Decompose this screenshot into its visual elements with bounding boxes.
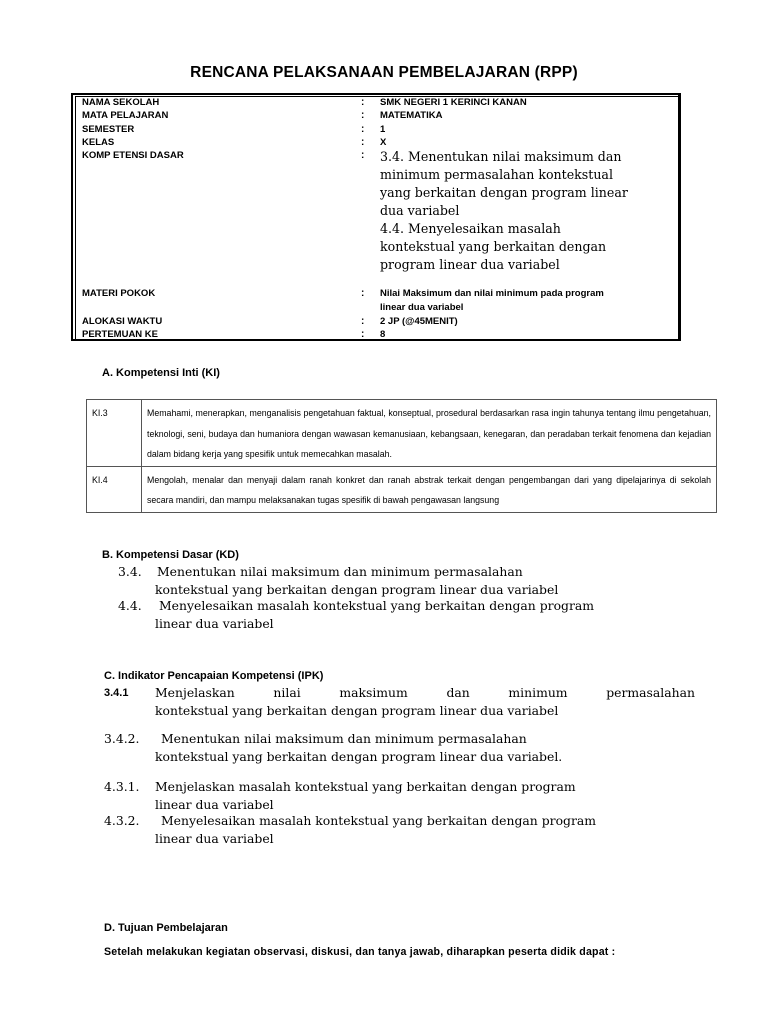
ipk-word: Menjelaskan <box>155 685 235 700</box>
table-row <box>87 466 717 512</box>
ipk-word: nilai <box>273 685 301 700</box>
ipk-text-line: linear dua variabel <box>155 831 274 846</box>
kd-text-line: Menentukan nilai maksimum dan minimum permasalahan <box>157 564 523 579</box>
value-materi-pokok-1: Nilai Maksimum dan nilai minimum pada program <box>380 288 604 299</box>
ipk-text-line: linear dua variabel <box>155 797 274 812</box>
value-kelas: X <box>380 137 387 148</box>
kd-line: 4.4. Menyelesaikan masalah <box>380 221 561 236</box>
colon: : <box>361 137 365 148</box>
section-d-heading: D. Tujuan Pembelajaran <box>104 922 228 934</box>
colon: : <box>361 124 365 135</box>
ipk-number: 4.3.2. <box>104 813 140 828</box>
kd-line: minimum permasalahan kontekstual <box>380 167 613 182</box>
ki-code: KI.4 <box>87 466 142 512</box>
value-pertemuan-ke: 8 <box>380 329 386 340</box>
ipk-text-line: Menjelaskan masalah kontekstual yang berkaitan dengan program <box>155 779 576 794</box>
ipk-word: minimum <box>508 685 568 700</box>
ki-code: KI.3 <box>87 400 142 467</box>
ipk-number: 3.4.2. <box>104 731 140 746</box>
document-title: RENCANA PELAKSANAAN PEMBELAJARAN (RPP) <box>190 64 578 81</box>
ipk-justified-line <box>155 685 695 700</box>
ipk-text-line: kontekstual yang berkaitan dengan program linear dua variabel. <box>155 749 563 764</box>
kd-line: kontekstual yang berkaitan dengan <box>380 239 607 254</box>
ipk-word: maksimum <box>339 685 408 700</box>
kd-line: program linear dua variabel <box>380 257 560 272</box>
colon: : <box>361 97 365 108</box>
colon: : <box>361 150 365 161</box>
label-semester: SEMESTER <box>82 124 135 135</box>
label-kelas: KELAS <box>82 137 115 148</box>
kd-line: yang berkaitan dengan program linear <box>380 185 628 200</box>
ipk-number: 4.3.1. <box>104 779 140 794</box>
value-alokasi-waktu: 2 JP (@45MENIT) <box>380 316 458 327</box>
ipk-text-line: Menentukan nilai maksimum dan minimum permasalahan <box>161 731 527 746</box>
kd-number: 3.4. <box>118 564 142 579</box>
kd-line: dua variabel <box>380 203 460 218</box>
colon: : <box>361 329 365 340</box>
colon: : <box>361 110 365 121</box>
kd-text-line: Menyelesaikan masalah kontekstual yang berkaitan dengan program <box>159 598 595 613</box>
colon: : <box>361 316 365 327</box>
label-mata-pelajaran: MATA PELAJARAN <box>82 110 169 121</box>
ki-text: Memahami, menerapkan, menganalisis pengetahuan faktual, konseptual, prosedural berdasarkan rasa ingin tahunya tentang ilmu pengetahuan, teknologi, seni, budaya dan humaniora dengan wawasan kemanusiaan, kebangsaan, kenegaran, dan peradaban terkait fenomena dan kejadian dalam bidang kerja yang spesifik untuk memecahkan masalah. <box>142 400 717 467</box>
colon: : <box>361 288 365 299</box>
ipk-word: dan <box>446 685 470 700</box>
value-materi-pokok-2: linear dua variabel <box>380 302 464 313</box>
label-kompetensi-dasar: KOMP ETENSI DASAR <box>82 150 184 161</box>
label-nama-sekolah: NAMA SEKOLAH <box>82 97 160 108</box>
kd-text-line: kontekstual yang berkaitan dengan program linear dua variabel <box>155 582 559 597</box>
label-alokasi-waktu: ALOKASI WAKTU <box>82 316 163 327</box>
value-nama-sekolah: SMK NEGERI 1 KERINCI KANAN <box>380 97 527 108</box>
section-a-heading: A. Kompetensi Inti (KI) <box>102 367 220 379</box>
section-c-heading: C. Indikator Pencapaian Kompetensi (IPK) <box>104 670 324 682</box>
kd-number: 4.4. <box>118 598 142 613</box>
section-b-heading: B. Kompetensi Dasar (KD) <box>102 549 239 561</box>
ipk-text-line: Menyelesaikan masalah kontekstual yang berkaitan dengan program <box>161 813 597 828</box>
value-mata-pelajaran: MATEMATIKA <box>380 110 443 121</box>
label-materi-pokok: MATERI POKOK <box>82 288 156 299</box>
table-row <box>87 400 717 467</box>
label-pertemuan-ke: PERTEMUAN KE <box>82 329 159 340</box>
kd-line: 3.4. Menentukan nilai maksimum dan <box>380 149 622 164</box>
kd-list <box>380 148 680 274</box>
ipk-text-line: kontekstual yang berkaitan dengan program linear dua variabel <box>155 703 559 718</box>
ipk-word: permasalahan <box>606 685 695 700</box>
section-d-text: Setelah melakukan kegiatan observasi, diskusi, dan tanya jawab, diharapkan peserta didik dapat : <box>104 946 616 958</box>
ki-table <box>86 399 717 513</box>
ki-text: Mengolah, menalar dan menyaji dalam ranah konkret dan ranah abstrak terkait dengan pengembangan dari yang dipelajarinya di sekolah secara mandiri, dan mampu melaksanakan tugas spesifik di bawah pengawasan langsung <box>142 466 717 512</box>
kd-text-line: linear dua variabel <box>155 616 274 631</box>
value-semester: 1 <box>380 124 386 135</box>
ipk-number: 3.4.1 <box>104 687 129 699</box>
